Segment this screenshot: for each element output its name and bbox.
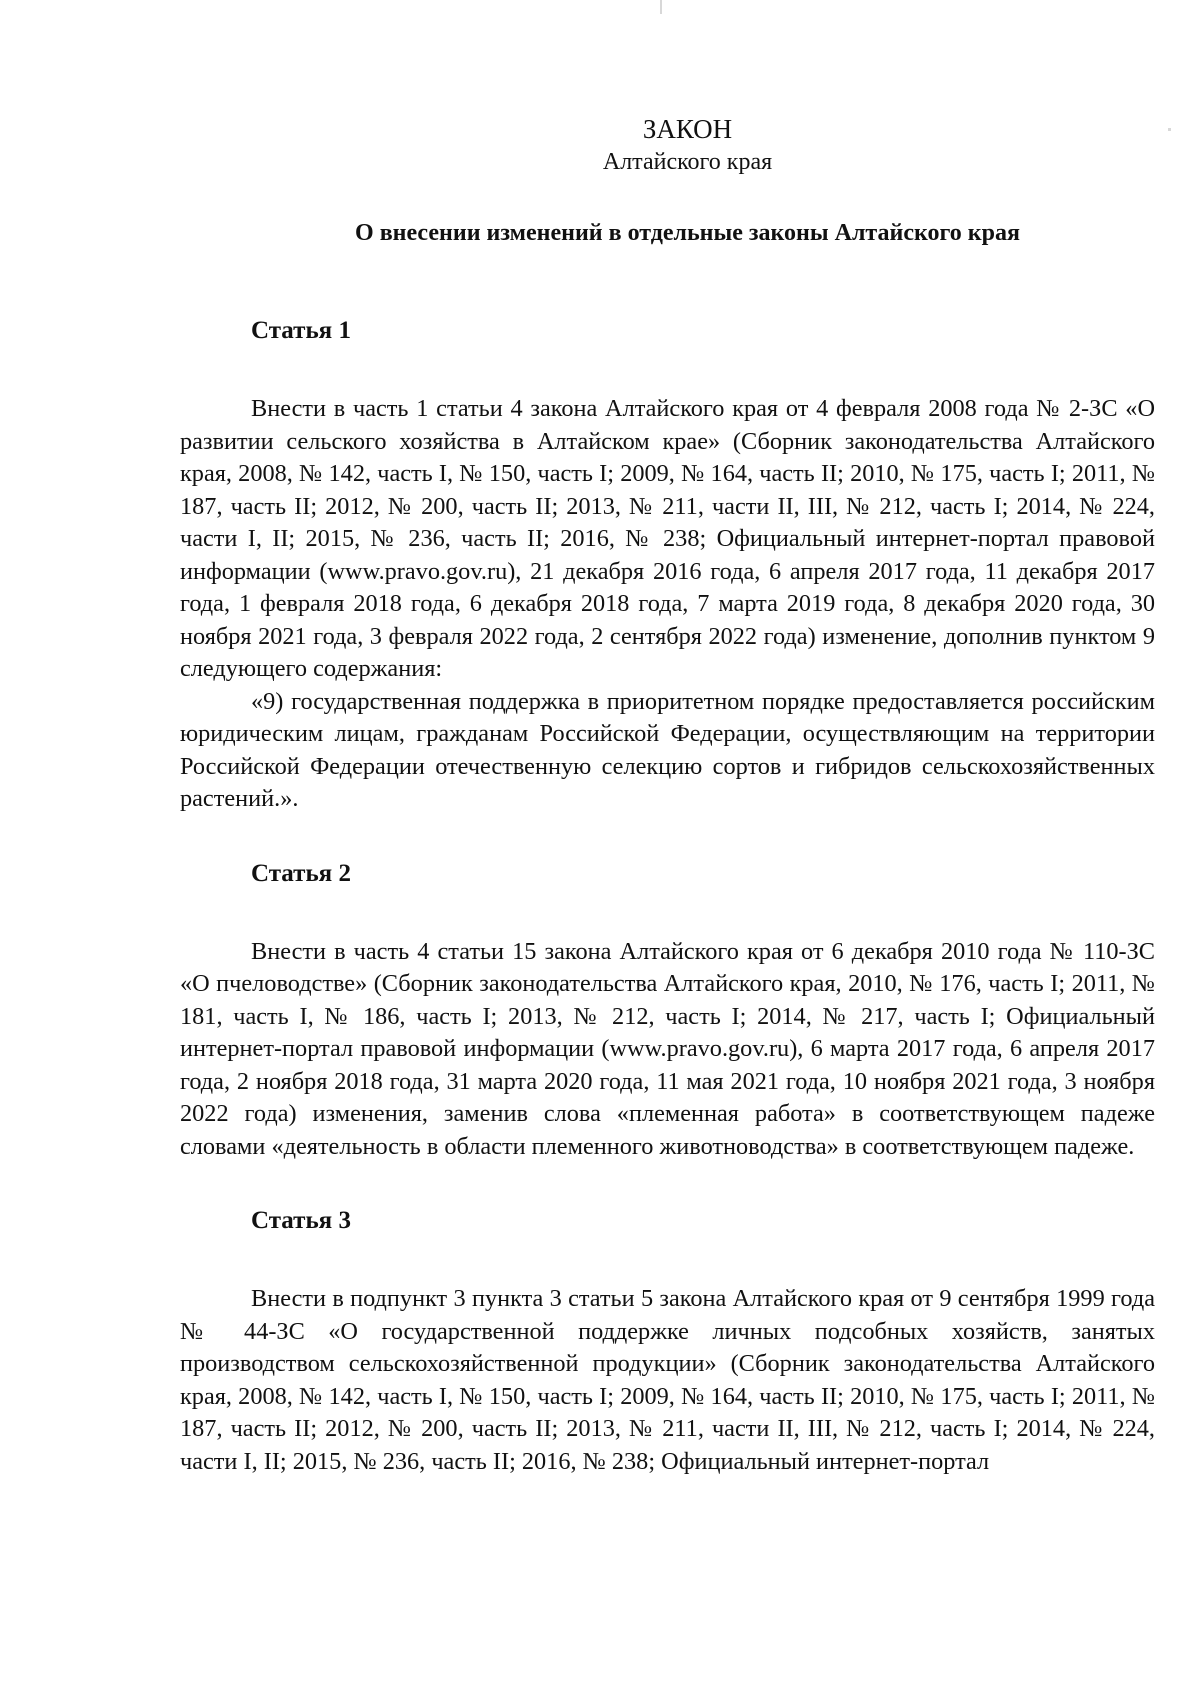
- article-paragraph: «9) государственная поддержка в приоритетном порядке предоставляется российским юридическим лицам, гражданам Российской Федерации, осуществляющим на территории Российской Федерации отечественную селекцию сортов и гибридов сельскохозяйственных растений.».: [180, 687, 1155, 812]
- article-heading: Статья 1: [251, 317, 351, 344]
- article-paragraph: Внести в часть 4 статьи 15 закона Алтайского края от 6 декабря 2010 года № 110-ЗС «О пчеловодстве» (Сборник законодательства Алтайского края, 2010, № 176, часть I; 2011, № 181, часть I, № 186, часть I; 2013, № 212, часть I; 2014, № 217, часть I; Официальный интернет-портал правовой информации (www.pravo.gov.ru), 6 марта 2017 года, 6 апреля 2017 года, 2 ноября 2018 года, 31 марта 2020 года, 11 мая 2021 года, 10 ноября 2021 года, 3 ноября 2022 года) изменения, заменив слова «племенная работа» в соответствующем падеже словами «деятельность в области племенного животноводства» в соответствующем падеже.: [180, 937, 1155, 1160]
- article-heading: Статья 2: [251, 859, 351, 887]
- scan-artifact: [660, 0, 662, 14]
- article-paragraph: Внести в часть 1 статьи 4 закона Алтайского края от 4 февраля 2008 года № 2-ЗС «О развитии сельского хозяйства в Алтайском крае» (Сборник законодательства Алтайского края, 2008, № 142, часть I, № 150, часть I; 2009, № 164, часть II; 2010, № 175, часть I; 2011, № 187, часть II; 2012, № 200, часть II; 2013, № 211, части II, III, № 212, часть I; 2014, № 224, части I, II; 2015, № 236, часть II; 2016, № 238; Официальный интернет-портал правовой информации (www.pravo.gov.ru), 21 декабря 2016 года, 6 апреля 2017 года, 11 декабря 2017 года, 1 февраля 2018 года, 6 декабря 2018 года, 7 марта 2019 года, 8 декабря 2020 года, 30 ноября 2021 года, 3 февраля 2022 года, 2 сентября 2022 года) изменение, дополнив пунктом 9 следующего содержания:: [180, 395, 1155, 682]
- document-subtitle: Алтайского края: [602, 149, 773, 175]
- article-1: [180, 315, 1155, 816]
- article-2: [180, 858, 1155, 1164]
- article-heading: Статья 3: [251, 1207, 351, 1234]
- scan-artifact: [1168, 128, 1171, 131]
- article-3: [180, 1205, 1155, 1511]
- law-name: О внесении изменений в отдельные законы Алтайского края: [355, 220, 1020, 246]
- document-title: ЗАКОН: [642, 114, 733, 144]
- article-paragraph: Внести в подпункт 3 пункта 3 статьи 5 закона Алтайского края от 9 сентября 1999 года № 44-ЗС «О государственной поддержке личных подсобных хозяйств, занятых производством сельскохозяйственной продукции» (Сборник законодательства Алтайского края, 2008, № 142, часть I, № 150, часть I; 2009, № 164, часть II; 2010, № 175, часть I; 2011, № 187, часть II; 2012, № 200, часть II; 2013, № 211, части II, III, № 212, часть I; 2014, № 224, части I, II; 2015, № 236, часть II; 2016, № 238; Официальный интернет-портал: [180, 1285, 1155, 1475]
- document-page: [180, 112, 1155, 1511]
